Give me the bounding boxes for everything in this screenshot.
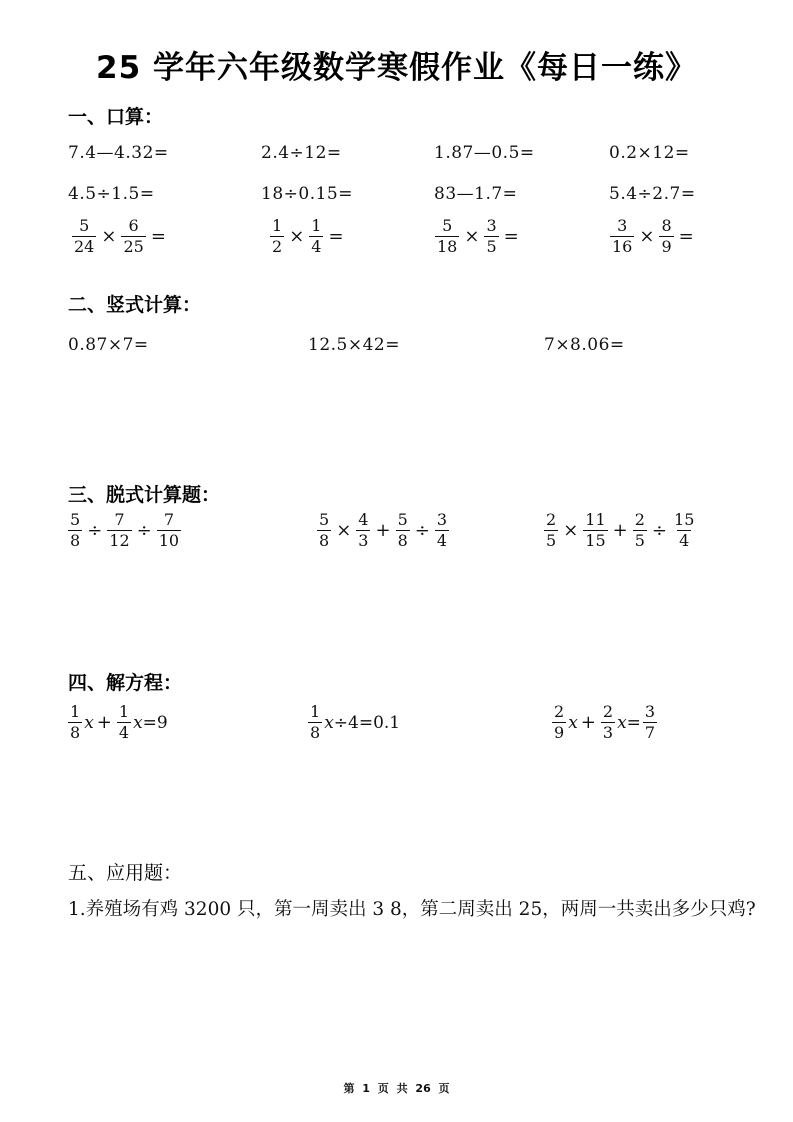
fraction: $\frac{11}{15}$ <box>585 510 606 550</box>
oral-problem: 1.87—0.5= <box>434 143 535 163</box>
equation: $\frac{1}{8}$ x ÷4=0.1 <box>310 702 401 742</box>
word-problem: 1.养殖场有鸡 3200 只，第一周卖出 3 8，第二周卖出 25，两周一共卖出多少只鸡? <box>68 899 756 920</box>
fraction: $\frac{3}{16}$ <box>612 216 633 256</box>
oral-problem: 0.2×12= <box>609 143 690 163</box>
fraction: $\frac{7}{12}$ <box>109 510 130 550</box>
vertical-problem: 12.5×42= <box>308 335 400 355</box>
equation: $\frac{1}{8}$ x + $\frac{1}{4}$ x =9 <box>70 702 168 742</box>
section-heading-word-problems: 五、应用题： <box>68 862 183 884</box>
fraction: $\frac{2}{9}$ <box>554 702 565 742</box>
fraction: $\frac{8}{9}$ <box>661 216 672 256</box>
stepwise-problem: $\frac{2}{5}$ × $\frac{11}{15}$ + $\frac{2}{5}$ ÷ $\frac{15}{4}$ <box>546 510 695 550</box>
fraction: $\frac{5}{24}$ <box>74 216 95 256</box>
fraction-problem: $\frac{3}{16}$ × $\frac{8}{9}$ = <box>612 216 694 256</box>
fraction: $\frac{3}{7}$ <box>644 702 656 742</box>
fraction: $\frac{5}{8}$ <box>319 510 330 550</box>
fraction-problem: $\frac{1}{2}$ × $\frac{1}{4}$ = <box>272 216 344 256</box>
fraction: $\frac{5}{18}$ <box>437 216 458 256</box>
oral-problem: 83—1.7= <box>434 184 518 204</box>
fraction: $\frac{5}{8}$ <box>397 510 408 550</box>
oral-problem: 7.4—4.32= <box>68 143 169 163</box>
stepwise-problem: $\frac{5}{8}$ ÷ $\frac{7}{12}$ ÷ $\frac{7}{10}$ <box>70 510 180 550</box>
fraction: $\frac{2}{5}$ <box>634 510 645 550</box>
section-heading-vertical: 二、竖式计算： <box>68 294 202 316</box>
oral-problem: 2.4÷12= <box>261 143 342 163</box>
fraction: $\frac{2}{5}$ <box>546 510 557 550</box>
fraction: $\frac{2}{3}$ <box>602 702 614 742</box>
fraction-problem: $\frac{5}{18}$ × $\frac{3}{5}$ = <box>437 216 519 256</box>
oral-problem: 5.4÷2.7= <box>609 184 696 204</box>
fraction: $\frac{15}{4}$ <box>674 510 695 550</box>
fraction: $\frac{3}{5}$ <box>486 216 497 256</box>
section-heading-oral: 一、口算： <box>68 106 164 128</box>
fraction: $\frac{7}{10}$ <box>158 510 180 550</box>
fraction-problem: $\frac{5}{24}$ × $\frac{6}{25}$ = <box>74 216 166 256</box>
fraction: $\frac{1}{4}$ <box>118 702 130 742</box>
section-heading-stepwise: 三、脱式计算题： <box>68 484 221 506</box>
section-heading-equations: 四、解方程： <box>68 672 183 694</box>
page-title: 25 学年六年级数学寒假作业《每日一练》 <box>96 50 697 86</box>
vertical-problem: 0.87×7= <box>68 335 149 355</box>
fraction: $\frac{5}{8}$ <box>70 510 81 550</box>
oral-problem: 18÷0.15= <box>261 184 353 204</box>
vertical-problem: 7×8.06= <box>544 335 625 355</box>
page-footer: 第 1 页 共 26 页 <box>343 1082 450 1095</box>
fraction: $\frac{6}{25}$ <box>123 216 144 256</box>
fraction: $\frac{1}{4}$ <box>311 216 322 256</box>
equation: $\frac{2}{9}$ x + $\frac{2}{3}$ x = $\frac{3}{7}$ <box>554 702 656 742</box>
fraction: $\frac{1}{8}$ <box>70 702 81 742</box>
fraction: $\frac{1}{2}$ <box>272 216 283 256</box>
oral-problem: 4.5÷1.5= <box>68 184 155 204</box>
fraction: $\frac{3}{4}$ <box>436 510 448 550</box>
stepwise-problem: $\frac{5}{8}$ × $\frac{4}{3}$ + $\frac{5}{8}$ ÷ $\frac{3}{4}$ <box>319 510 448 550</box>
fraction: $\frac{1}{8}$ <box>310 702 321 742</box>
fraction: $\frac{4}{3}$ <box>358 510 369 550</box>
